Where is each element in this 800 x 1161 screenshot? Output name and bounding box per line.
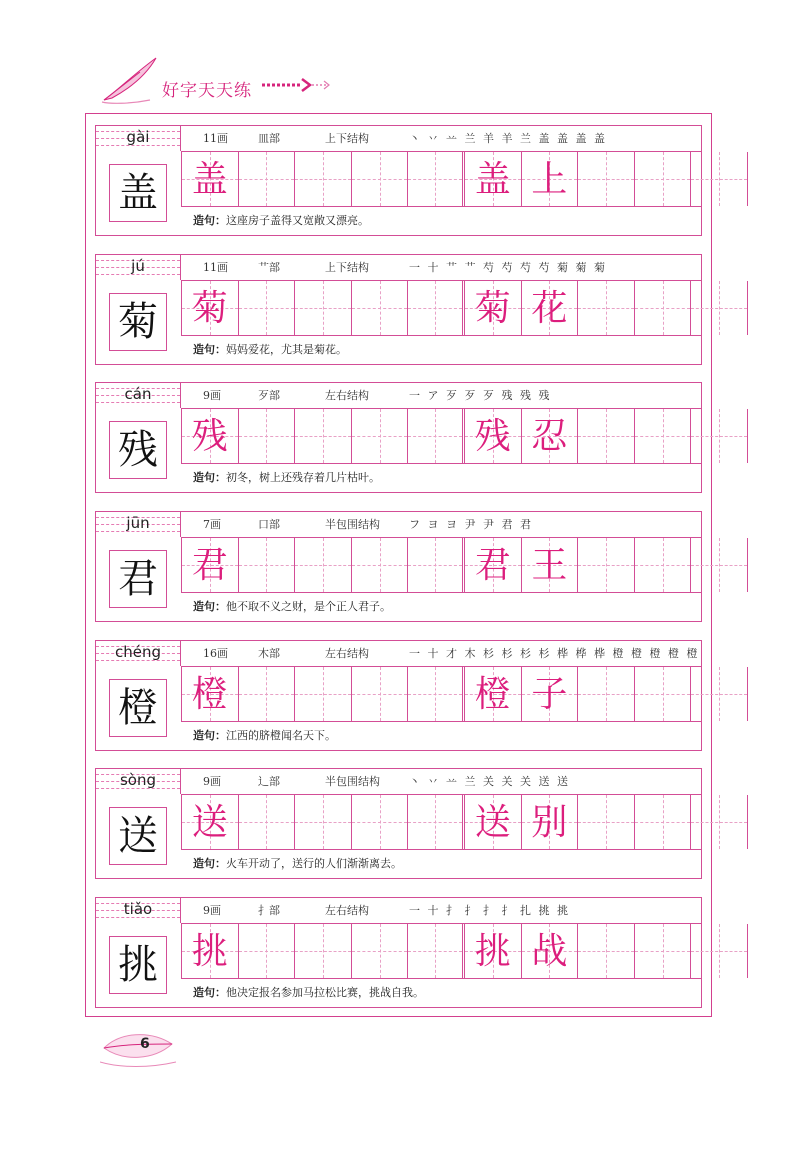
sentence-text: 妈妈爱花，尤其是菊花。 (226, 343, 347, 356)
practice-character: 上 (531, 159, 568, 200)
radical: 艹部 (258, 261, 280, 274)
practice-cell[interactable] (239, 409, 296, 463)
character-entry (95, 640, 702, 751)
sample-character: 橙 (118, 685, 158, 731)
practice-character: 菊 (191, 288, 228, 329)
practice-cell[interactable] (408, 152, 465, 206)
pinyin-cell (96, 383, 181, 408)
practice-cell[interactable] (465, 538, 522, 592)
sample-character-box (109, 550, 167, 608)
pinyin-text: sòng (119, 771, 157, 789)
sample-character: 挑 (118, 942, 158, 988)
practice-character: 君 (191, 545, 228, 586)
practice-cell[interactable] (352, 538, 409, 592)
stroke-order: 丶 丷 䒑 兰 羊 羊 兰 盖 盖 盖 盖 (409, 132, 607, 145)
practice-cell[interactable] (578, 152, 635, 206)
practice-cell[interactable] (635, 924, 692, 978)
page-header (100, 56, 360, 106)
character-info-row (181, 641, 701, 666)
practice-cell[interactable] (408, 795, 465, 849)
practice-cell[interactable] (578, 667, 635, 721)
practice-cell[interactable] (522, 409, 579, 463)
sentence-text: 他不取不义之财，是个正人君子。 (226, 600, 391, 613)
practice-cell[interactable] (522, 924, 579, 978)
character-entry (95, 768, 702, 879)
sample-character-box (109, 936, 167, 994)
radical: 歹部 (258, 389, 280, 402)
practice-cell[interactable] (352, 281, 409, 335)
sample-character: 送 (118, 813, 158, 859)
practice-cell[interactable] (578, 924, 635, 978)
practice-character: 残 (474, 416, 511, 457)
practice-cell[interactable] (352, 152, 409, 206)
structure: 半包围结构 (325, 775, 380, 788)
stroke-order: フ ヨ ヨ 尹 尹 君 君 (409, 518, 533, 531)
practice-character: 盖 (474, 159, 511, 200)
practice-cell[interactable] (295, 152, 352, 206)
practice-cell[interactable] (408, 538, 465, 592)
stroke-count: 9画 (203, 775, 221, 788)
practice-character: 盖 (191, 159, 228, 200)
character-info-row (181, 512, 701, 537)
sentence-text: 这座房子盖得又宽敞又漂亮。 (226, 214, 369, 227)
example-sentence-row (181, 722, 701, 750)
practice-cell[interactable] (295, 281, 352, 335)
practice-cell[interactable] (239, 152, 296, 206)
character-info-row (181, 255, 701, 280)
structure: 左右结构 (325, 904, 369, 917)
sentence-label: 造句： (193, 343, 226, 356)
pinyin-text: tiǎo (123, 900, 153, 918)
stroke-count: 7画 (203, 518, 221, 531)
character-info-row (181, 126, 701, 151)
character-info-row (181, 898, 701, 923)
stroke-order: 一 ア 歹 歹 歹 残 残 残 (409, 389, 552, 402)
practice-cell[interactable] (408, 924, 465, 978)
practice-character: 战 (531, 931, 568, 972)
character-entry (95, 254, 702, 365)
practice-grid (181, 794, 701, 850)
radical: 扌部 (258, 904, 280, 917)
practice-cell[interactable] (522, 281, 579, 335)
practice-grid (181, 923, 701, 979)
practice-character: 别 (531, 802, 568, 843)
character-entry (95, 382, 702, 493)
character-entry (95, 125, 702, 236)
stroke-count: 9画 (203, 389, 221, 402)
practice-cell[interactable] (691, 795, 748, 849)
sentence-text: 他决定报名参加马拉松比赛，挑战自我。 (226, 986, 424, 999)
practice-cell[interactable] (408, 409, 465, 463)
practice-cell[interactable] (182, 538, 239, 592)
practice-grid (181, 666, 701, 722)
sentence-text: 火车开动了，送行的人们渐渐离去。 (226, 857, 402, 870)
practice-cell[interactable] (408, 281, 465, 335)
header-title: 好字天天练 (162, 81, 252, 101)
practice-character: 菊 (474, 288, 511, 329)
practice-cell[interactable] (522, 795, 579, 849)
practice-grid (181, 537, 701, 593)
structure: 半包围结构 (325, 518, 380, 531)
sentence-label: 造句： (193, 986, 226, 999)
radical: 口部 (258, 518, 280, 531)
practice-cell[interactable] (295, 667, 352, 721)
stroke-order: 一 十 艹 艹 芍 芍 芍 芍 菊 菊 菊 (409, 261, 607, 274)
practice-cell[interactable] (635, 152, 692, 206)
pinyin-text: jú (131, 257, 145, 275)
practice-cell[interactable] (352, 924, 409, 978)
sentence-label: 造句： (193, 857, 226, 870)
practice-cell[interactable] (408, 667, 465, 721)
practice-cell[interactable] (352, 409, 409, 463)
practice-cell[interactable] (465, 281, 522, 335)
stroke-order: 丶 丷 䒑 兰 关 关 关 送 送 (409, 775, 570, 788)
practice-cell[interactable] (635, 667, 692, 721)
practice-cell[interactable] (239, 281, 296, 335)
sample-character-box (109, 679, 167, 737)
practice-cell[interactable] (182, 281, 239, 335)
practice-cell[interactable] (578, 409, 635, 463)
practice-character: 橙 (191, 674, 228, 715)
stroke-order: 一 十 扌 扌 扌 扌 扎 挑 挑 (409, 904, 570, 917)
practice-character: 花 (531, 288, 568, 329)
sample-character-box (109, 164, 167, 222)
example-sentence-row (181, 979, 701, 1007)
page-number: 6 (140, 1036, 150, 1052)
practice-cell[interactable] (691, 409, 748, 463)
practice-cell[interactable] (239, 924, 296, 978)
structure: 上下结构 (325, 132, 369, 145)
practice-cell[interactable] (578, 795, 635, 849)
practice-cell[interactable] (295, 409, 352, 463)
practice-character: 挑 (474, 931, 511, 972)
sentence-label: 造句： (193, 729, 226, 742)
practice-cell[interactable] (182, 667, 239, 721)
practice-cell[interactable] (182, 924, 239, 978)
practice-cell[interactable] (239, 795, 296, 849)
pinyin-cell (96, 512, 181, 537)
practice-character: 挑 (191, 931, 228, 972)
practice-cell[interactable] (295, 538, 352, 592)
character-entry (95, 511, 702, 622)
practice-cell[interactable] (635, 409, 692, 463)
practice-cell[interactable] (352, 795, 409, 849)
practice-grid (181, 408, 701, 464)
structure: 左右结构 (325, 647, 369, 660)
sentence-text: 江西的脐橙闻名天下。 (226, 729, 336, 742)
pinyin-cell (96, 126, 181, 151)
practice-cell[interactable] (465, 152, 522, 206)
practice-cell[interactable] (182, 795, 239, 849)
sentence-label: 造句： (193, 214, 226, 227)
structure: 左右结构 (325, 389, 369, 402)
practice-character: 君 (474, 545, 511, 586)
practice-character: 橙 (474, 674, 511, 715)
practice-cell[interactable] (182, 409, 239, 463)
practice-cell[interactable] (691, 538, 748, 592)
practice-grid (181, 151, 701, 207)
pinyin-cell (96, 769, 181, 794)
practice-cell[interactable] (578, 281, 635, 335)
structure: 上下结构 (325, 261, 369, 274)
practice-cell[interactable] (352, 667, 409, 721)
example-sentence-row (181, 464, 701, 492)
example-sentence-row (181, 593, 701, 621)
practice-character: 送 (474, 802, 511, 843)
practice-character: 残 (191, 416, 228, 457)
radical: 木部 (258, 647, 280, 660)
pinyin-cell (96, 898, 181, 923)
character-entry (95, 897, 702, 1008)
stroke-count: 9画 (203, 904, 221, 917)
page-number-badge (100, 1022, 180, 1072)
sample-character-box (109, 293, 167, 351)
practice-cell[interactable] (239, 538, 296, 592)
stroke-count: 16画 (203, 647, 228, 660)
example-sentence-row (181, 207, 701, 235)
practice-cell[interactable] (182, 152, 239, 206)
practice-cell[interactable] (295, 795, 352, 849)
practice-cell[interactable] (465, 409, 522, 463)
sentence-text: 初冬，树上还残存着几片枯叶。 (226, 471, 380, 484)
pinyin-text: cán (124, 385, 152, 403)
pinyin-text: chéng (114, 643, 161, 661)
example-sentence-row (181, 850, 701, 878)
character-info-row (181, 769, 701, 794)
sample-character: 残 (118, 427, 158, 473)
practice-cell[interactable] (635, 281, 692, 335)
practice-character: 子 (531, 674, 568, 715)
sample-character: 君 (118, 556, 158, 602)
practice-cell[interactable] (465, 795, 522, 849)
sample-character-box (109, 807, 167, 865)
practice-character: 王 (531, 545, 568, 586)
pinyin-text: gài (126, 128, 150, 146)
sentence-label: 造句： (193, 471, 226, 484)
practice-cell[interactable] (691, 152, 748, 206)
practice-cell[interactable] (295, 924, 352, 978)
practice-cell[interactable] (691, 281, 748, 335)
practice-cell[interactable] (635, 538, 692, 592)
practice-grid (181, 280, 701, 336)
character-info-row (181, 383, 701, 408)
dotted-arrow-icon (262, 78, 332, 92)
practice-character: 送 (191, 802, 228, 843)
practice-cell[interactable] (522, 538, 579, 592)
stroke-count: 11画 (203, 261, 228, 274)
practice-cell[interactable] (465, 667, 522, 721)
practice-cell[interactable] (691, 924, 748, 978)
practice-cell[interactable] (239, 667, 296, 721)
pinyin-text: jūn (126, 514, 150, 532)
practice-cell[interactable] (465, 924, 522, 978)
practice-cell[interactable] (691, 667, 748, 721)
sample-character: 菊 (118, 299, 158, 345)
sentence-label: 造句： (193, 600, 226, 613)
practice-character: 忍 (531, 416, 568, 457)
stroke-count: 11画 (203, 132, 228, 145)
pinyin-cell (96, 255, 181, 280)
radical: 皿部 (258, 132, 280, 145)
sample-character-box (109, 421, 167, 479)
stroke-order: 一 十 才 木 杉 杉 杉 杉 桦 桦 桦 橙 橙 橙 橙 橙 (409, 647, 700, 660)
practice-cell[interactable] (578, 538, 635, 592)
quill-pen-icon (100, 56, 160, 106)
sample-character: 盖 (118, 170, 158, 216)
radical: 辶部 (258, 775, 280, 788)
practice-cell[interactable] (635, 795, 692, 849)
practice-cell[interactable] (522, 667, 579, 721)
pinyin-cell (96, 641, 181, 666)
example-sentence-row (181, 336, 701, 364)
practice-cell[interactable] (522, 152, 579, 206)
